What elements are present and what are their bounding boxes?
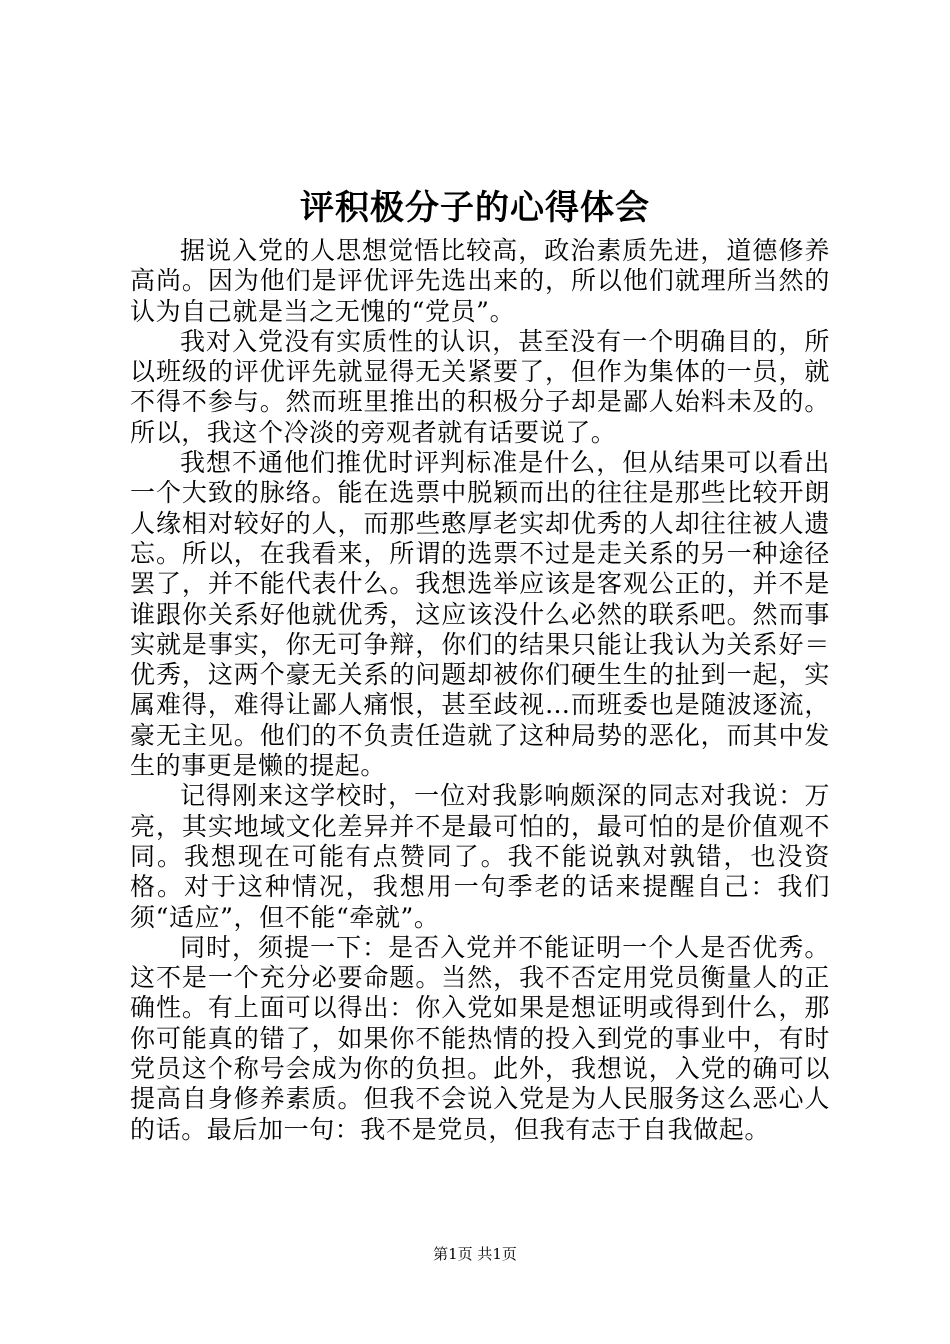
document-body	[130, 236, 830, 1145]
page-number-footer: 第1页 共1页	[433, 1245, 517, 1263]
paragraph-1: 据说入党的人思想觉悟比较高，政治素质先进，道德修养高尚。因为他们是评优评先选出来的，所以他们就理所当然的认为自己就是当之无愧的“党员”。	[130, 236, 830, 326]
paragraph-3: 我想不通他们推优时评判标准是什么，但从结果可以看出一个大致的脉络。能在选票中脱颖而出的往往是那些比较开朗人缘相对较好的人，而那些憨厚老实却优秀的人却往往被人遗忘。所以，在我看来，所谓的选票不过是走关系的另一种途径罢了，并不能代表什么。我想选举应该是客观公正的，并不是谁跟你关系好他就优秀，这应该没什么必然的联系吧。然而事实就是事实，你无可争辩，你们的结果只能让我认为关系好＝优秀，这两个豪无关系的问题却被你们硬生生的扯到一起，实属难得，难得让鄙人痛恨，甚至歧视…而班委也是随波逐流，豪无主见。他们的不负责任造就了这种局势的恶化，而其中发生的事更是懒的提起。	[130, 448, 830, 781]
paragraph-4: 记得刚来这学校时，一位对我影响颇深的同志对我说：万亮，其实地域文化差异并不是最可怕的，最可怕的是价值观不同。我想现在可能有点赞同了。我不能说孰对孰错，也没资格。对于这种情况，我想用一句季老的话来提醒自己：我们须“适应”，但不能“牵就”。	[130, 781, 830, 932]
paragraph-2: 我对入党没有实质性的认识，甚至没有一个明确目的，所以班级的评优评先就显得无关紧要了，但作为集体的一员，就不得不参与。然而班里推出的积极分子却是鄙人始料未及的。所以，我这个冷淡的旁观者就有话要说了。	[130, 326, 830, 447]
paragraph-5: 同时，须提一下：是否入党并不能证明一个人是否优秀。这不是一个充分必要命题。当然，我不否定用党员衡量人的正确性。有上面可以得出：你入党如果是想证明或得到什么，那你可能真的错了，如果你不能热情的投入到党的事业中，有时党员这个称号会成为你的负担。此外，我想说，入党的确可以提高自身修养素质。但我不会说入党是为人民服务这么恶心人的话。最后加一句：我不是党员，但我有志于自我做起。	[130, 932, 830, 1144]
document-title: 评积极分子的心得体会	[300, 188, 650, 228]
